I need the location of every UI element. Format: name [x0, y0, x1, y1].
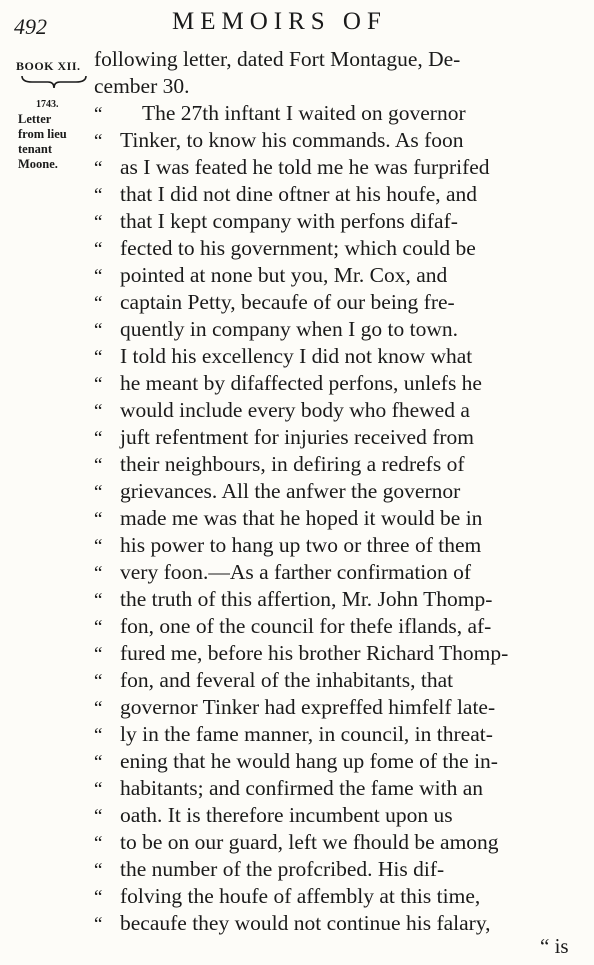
text-line [94, 640, 588, 667]
margin-note-line: Letter [18, 112, 52, 126]
text-line [94, 856, 588, 883]
text-line [94, 397, 588, 424]
quote-mark: “ [94, 212, 103, 233]
text-line [94, 883, 588, 910]
line-text: captain Petty, becaufe of our being fre- [120, 290, 455, 314]
quote-mark: “ [94, 563, 103, 584]
quote-mark: “ [94, 455, 103, 476]
line-text: the truth of this affertion, Mr. John Thomp- [120, 587, 493, 611]
quote-mark: “ [94, 806, 103, 827]
text-line [94, 127, 588, 154]
text-line [94, 505, 588, 532]
text-line [94, 478, 588, 505]
quote-mark: “ [94, 374, 103, 395]
running-head: MEMOIRS OF [172, 8, 387, 35]
text-line [94, 829, 588, 856]
line-text: as I was feated he told me he was furprifed [120, 155, 490, 179]
quote-mark: “ [94, 482, 103, 503]
quote-mark: “ [94, 590, 103, 611]
line-text: juft refentment for injuries received from [120, 425, 475, 449]
text-line [94, 73, 588, 100]
text-line [94, 262, 588, 289]
line-text: becaufe they would not continue his falary, [120, 911, 491, 935]
margin-note-line: tenant [18, 142, 53, 156]
text-line [94, 721, 588, 748]
quote-mark: “ [94, 860, 103, 881]
margin-note-line: Moone. [18, 157, 58, 171]
quote-mark: “ [94, 293, 103, 314]
line-text: following letter, dated Fort Montague, De- [94, 47, 461, 71]
quote-mark: “ [94, 833, 103, 854]
line-text: oath. It is therefore incumbent upon us [120, 803, 453, 827]
line-text: cember 30. [94, 74, 190, 98]
text-line [94, 451, 588, 478]
text-line [94, 316, 588, 343]
text-line [94, 775, 588, 802]
quote-mark: “ [94, 779, 103, 800]
line-text: ening that he would hang up fome of the in- [120, 749, 498, 773]
text-line [94, 370, 588, 397]
page-number: 492 [14, 14, 47, 39]
line-text: The 27th inftant I waited on governor [142, 101, 466, 125]
text-line [94, 613, 588, 640]
text-line [94, 100, 588, 127]
quote-mark: “ [94, 320, 103, 341]
line-text: folving the houfe of affembly at this time, [120, 884, 481, 908]
text-line [94, 667, 588, 694]
line-text: I told his excellency I did not know what [120, 344, 473, 368]
line-text: very foon.—As a farther confirmation of [120, 560, 472, 584]
quote-mark: “ [94, 266, 103, 287]
line-text: grievances. All the anfwer the governor [120, 479, 461, 503]
body-text [94, 46, 588, 937]
line-text: to be on our guard, left we fhould be among [120, 830, 499, 854]
quote-mark: “ [94, 914, 103, 935]
brace-ornament [20, 74, 88, 90]
text-line [94, 910, 588, 937]
quote-mark: “ [94, 131, 103, 152]
text-line [94, 154, 588, 181]
text-line [94, 208, 588, 235]
line-text: the number of the profcribed. His dif- [120, 857, 445, 881]
quote-mark: “ [94, 185, 103, 206]
quote-mark: “ [94, 401, 103, 422]
line-text: his power to hang up two or three of them [120, 533, 482, 557]
line-text: made me was that he hoped it would be in [120, 506, 483, 530]
quote-mark: “ [94, 671, 103, 692]
margin-note [18, 97, 67, 172]
quote-mark: “ [94, 428, 103, 449]
quote-mark: “ [94, 509, 103, 530]
quote-mark: “ [94, 104, 103, 125]
line-text: that I kept company with perfons difaf- [120, 209, 458, 233]
text-line [94, 802, 588, 829]
text-line [94, 235, 588, 262]
text-line [94, 559, 588, 586]
text-line [94, 343, 588, 370]
margin-year: 1743. [36, 99, 59, 110]
line-text: their neighbours, in defiring a redrefs of [120, 452, 465, 476]
line-text: ly in the fame manner, in council, in threat- [120, 722, 493, 746]
line-text: quently in company when I go to town. [120, 317, 458, 341]
text-line [94, 748, 588, 775]
text-line [94, 289, 588, 316]
line-text: would include every body who fhewed a [120, 398, 470, 422]
line-text: fured me, before his brother Richard Thomp- [120, 641, 509, 665]
margin-note-line: from lieu [18, 127, 67, 141]
text-line [94, 424, 588, 451]
quote-mark: “ [94, 725, 103, 746]
quote-mark: “ [94, 752, 103, 773]
line-text: that I did not dine oftner at his houfe, and [120, 182, 478, 206]
line-text: fon, one of the council for thefe iflands, af- [120, 614, 492, 638]
line-text: he meant by difaffected perfons, unlefs he [120, 371, 482, 395]
line-text: habitants; and confirmed the fame with an [120, 776, 483, 800]
text-line [94, 532, 588, 559]
line-text: governor Tinker had expreffed himfelf late- [120, 695, 496, 719]
quote-mark: “ [94, 239, 103, 260]
quote-mark: “ [94, 158, 103, 179]
text-line [94, 181, 588, 208]
quote-mark: “ [94, 536, 103, 557]
quote-mark: “ [94, 617, 103, 638]
text-line [94, 46, 588, 73]
line-text: fon, and feveral of the inhabitants, that [120, 668, 454, 692]
catchword: “ is [540, 934, 569, 958]
line-text: pointed at none but you, Mr. Cox, and [120, 263, 448, 287]
text-line [94, 694, 588, 721]
quote-mark: “ [94, 698, 103, 719]
text-line [94, 586, 588, 613]
quote-mark: “ [94, 887, 103, 908]
quote-mark: “ [94, 347, 103, 368]
quote-mark: “ [94, 644, 103, 665]
line-text: fected to his government; which could be [120, 236, 476, 260]
margin-book-label: BOOK XII. [16, 59, 81, 73]
line-text: Tinker, to know his commands. As foon [120, 128, 464, 152]
